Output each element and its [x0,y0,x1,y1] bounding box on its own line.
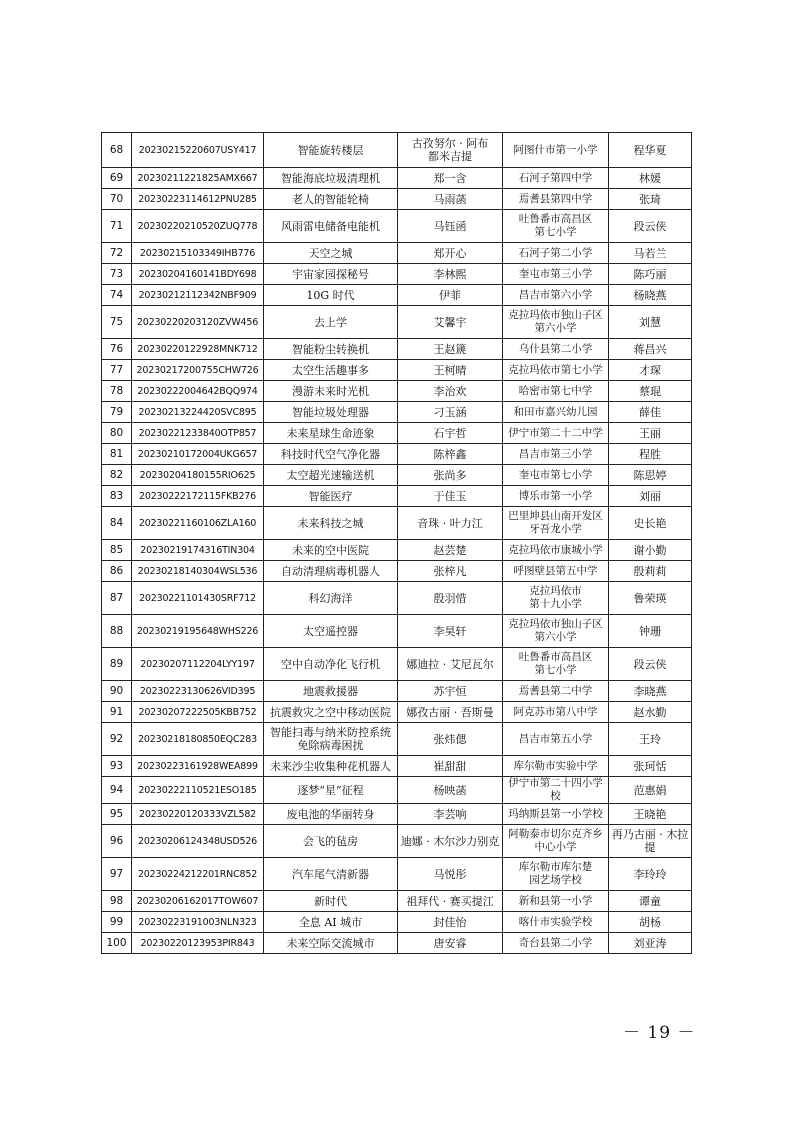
entry-number: 68 [102,133,132,168]
teacher-name: 王玲 [609,723,692,756]
work-title: 全息 AI 城市 [264,912,398,933]
table-row [102,423,692,444]
entry-code: 20230221233840OTP857 [132,423,264,444]
teacher-name: 刘丽 [609,486,692,507]
entry-number: 75 [102,306,132,339]
work-title: 抗震救灾之空中移动医院 [264,702,398,723]
student-name: 李治欢 [398,381,503,402]
work-title: 自动清理病毒机器人 [264,561,398,582]
entry-number: 84 [102,507,132,540]
work-title: 地震救援器 [264,681,398,702]
table-row [102,756,692,777]
entry-number: 78 [102,381,132,402]
school-name: 博乐市第一小学 [503,486,609,507]
student-name: 迪娜 · 木尔沙力别克 [398,825,503,858]
entry-code: 20230222172115FKB276 [132,486,264,507]
student-name: 古孜努尔 · 阿布 都米吉提 [398,133,503,168]
student-name: 陈梓鑫 [398,444,503,465]
school-name: 玛纳斯县第一小学校 [503,804,609,825]
entry-code: 20230212112342NBF909 [132,285,264,306]
entry-number: 71 [102,210,132,243]
student-name: 封佳怡 [398,912,503,933]
school-name: 克拉玛依市第七小学 [503,360,609,381]
student-name: 李昊轩 [398,615,503,648]
teacher-name: 段云侠 [609,648,692,681]
school-name: 呼图壁县第五中学 [503,561,609,582]
entry-number: 70 [102,189,132,210]
school-name: 阿勒泰市切尔克齐乡 中心小学 [503,825,609,858]
school-name: 吐鲁番市高昌区 第七小学 [503,210,609,243]
school-name: 克拉玛依市独山子区 第六小学 [503,615,609,648]
table-row [102,168,692,189]
school-name: 奎屯市第三小学 [503,264,609,285]
entry-number: 72 [102,243,132,264]
student-name: 王赵篪 [398,339,503,360]
entry-code: 20230220203120ZVW456 [132,306,264,339]
work-title: 太空超光速输送机 [264,465,398,486]
entry-number: 85 [102,540,132,561]
student-name: 张梓凡 [398,561,503,582]
teacher-name: 刘亚涛 [609,933,692,954]
work-title: 漫游未来时光机 [264,381,398,402]
teacher-name: 范惠娟 [609,777,692,804]
student-name: 石宇哲 [398,423,503,444]
work-title: 宇宙家园探秘号 [264,264,398,285]
entry-code: 20230222110521ESO185 [132,777,264,804]
entry-code: 20230213224420SVC895 [132,402,264,423]
table-row [102,615,692,648]
entry-code: 20230211221825AMX667 [132,168,264,189]
student-name: 殷羽惜 [398,582,503,615]
entry-code: 20230221160106ZLA160 [132,507,264,540]
table-row [102,189,692,210]
table-row [102,444,692,465]
table-row [102,933,692,954]
entry-code: 20230219195648WHS226 [132,615,264,648]
student-name: 音珠 · 叶力江 [398,507,503,540]
entry-number: 80 [102,423,132,444]
table-row [102,486,692,507]
student-name: 娜孜古丽 · 吾斯曼 [398,702,503,723]
entry-number: 83 [102,486,132,507]
student-name: 祖拜代 · 赛买提江 [398,891,503,912]
table-row [102,777,692,804]
entry-code: 20230207112204LYY197 [132,648,264,681]
entry-number: 100 [102,933,132,954]
results-table [101,132,692,954]
teacher-name: 史长艳 [609,507,692,540]
work-title: 未来科技之城 [264,507,398,540]
school-name: 昌吉市第五小学 [503,723,609,756]
table-row [102,264,692,285]
teacher-name: 张琦 [609,189,692,210]
teacher-name: 程胜 [609,444,692,465]
entry-number: 76 [102,339,132,360]
school-name: 库尔勒市库尔楚 园艺场学校 [503,858,609,891]
student-name: 苏宇恒 [398,681,503,702]
student-name: 刁玉涵 [398,402,503,423]
student-name: 马悦彤 [398,858,503,891]
student-name: 李芸响 [398,804,503,825]
entry-number: 98 [102,891,132,912]
teacher-name: 蒋昌兴 [609,339,692,360]
entry-code: 20230207222505KBB752 [132,702,264,723]
work-title: 未来沙尘收集种花机器人 [264,756,398,777]
table-row [102,381,692,402]
student-name: 杨映菡 [398,777,503,804]
entry-number: 96 [102,825,132,858]
teacher-name: 李晓燕 [609,681,692,702]
entry-code: 20230221101430SRF712 [132,582,264,615]
table-row [102,648,692,681]
teacher-name: 陈巧丽 [609,264,692,285]
entry-number: 97 [102,858,132,891]
table-row [102,306,692,339]
table-row [102,723,692,756]
work-title: 废电池的华丽转身 [264,804,398,825]
entry-number: 94 [102,777,132,804]
work-title: 智能医疗 [264,486,398,507]
entry-number: 74 [102,285,132,306]
school-name: 库尔勒市实验中学 [503,756,609,777]
table-row [102,465,692,486]
school-name: 昌吉市第三小学 [503,444,609,465]
entry-code: 20230217200755CHW726 [132,360,264,381]
student-name: 艾馨宇 [398,306,503,339]
school-name: 石河子第二小学 [503,243,609,264]
entry-number: 89 [102,648,132,681]
results-table-body [102,133,692,954]
entry-number: 73 [102,264,132,285]
teacher-name: 段云侠 [609,210,692,243]
entry-code: 20230204160141BDY698 [132,264,264,285]
student-name: 于佳玉 [398,486,503,507]
school-name: 乌什县第二小学 [503,339,609,360]
teacher-name: 李玲玲 [609,858,692,891]
entry-code: 20230206124348USD526 [132,825,264,858]
table-row [102,561,692,582]
work-title: 智能扫毒与纳米防控系统 免除病毒困扰 [264,723,398,756]
table-row [102,540,692,561]
table-row [102,804,692,825]
entry-number: 90 [102,681,132,702]
entry-code: 20230223191003NLN323 [132,912,264,933]
entry-number: 95 [102,804,132,825]
table-row [102,133,692,168]
entry-code: 20230218180850EQC283 [132,723,264,756]
work-title: 智能粉尘转换机 [264,339,398,360]
school-name: 阿克苏市第八中学 [503,702,609,723]
entry-code: 20230206162017TOW607 [132,891,264,912]
work-title: 老人的智能轮椅 [264,189,398,210]
teacher-name: 赵水勤 [609,702,692,723]
work-title: 科技时代空气净化器 [264,444,398,465]
work-title: 去上学 [264,306,398,339]
work-title: 未来空际交流城市 [264,933,398,954]
teacher-name: 才琛 [609,360,692,381]
entry-code: 20230220122928MNK712 [132,339,264,360]
teacher-name: 林媛 [609,168,692,189]
entry-code: 20230223161928WEA899 [132,756,264,777]
teacher-name: 鲁荣瑛 [609,582,692,615]
entry-number: 93 [102,756,132,777]
entry-code: 20230223130626VID395 [132,681,264,702]
school-name: 焉耆县第二中学 [503,681,609,702]
teacher-name: 杨晓燕 [609,285,692,306]
table-row [102,582,692,615]
table-row [102,210,692,243]
teacher-name: 钟珊 [609,615,692,648]
teacher-name: 马若兰 [609,243,692,264]
table-row [102,891,692,912]
entry-number: 79 [102,402,132,423]
entry-number: 82 [102,465,132,486]
table-row [102,402,692,423]
work-title: 未来星球生命迹象 [264,423,398,444]
school-name: 克拉玛依市 第十九小学 [503,582,609,615]
entry-code: 20230210172004UKG657 [132,444,264,465]
school-name: 和田市嘉兴幼儿园 [503,402,609,423]
table-row [102,858,692,891]
table-row [102,681,692,702]
school-name: 哈密市第七中学 [503,381,609,402]
table-row [102,360,692,381]
entry-code: 20230204180155RIO625 [132,465,264,486]
student-name: 马雨菡 [398,189,503,210]
entry-number: 99 [102,912,132,933]
entry-number: 86 [102,561,132,582]
teacher-name: 王晓艳 [609,804,692,825]
table-row [102,285,692,306]
school-name: 伊宁市第二十二中学 [503,423,609,444]
student-name: 王柯晴 [398,360,503,381]
entry-number: 77 [102,360,132,381]
work-title: 空中自动净化飞行机 [264,648,398,681]
student-name: 马钰函 [398,210,503,243]
student-name: 郑开心 [398,243,503,264]
student-name: 赵芸楚 [398,540,503,561]
teacher-name: 殷莉莉 [609,561,692,582]
page-number: － 19 － [623,1023,696,1043]
entry-code: 20230219174316TIN304 [132,540,264,561]
teacher-name: 谢小勤 [609,540,692,561]
teacher-name: 薛佳 [609,402,692,423]
school-name: 吐鲁番市高昌区 第七小学 [503,648,609,681]
entry-code: 20230222004642BQQ974 [132,381,264,402]
student-name: 李林熙 [398,264,503,285]
student-name: 张尚多 [398,465,503,486]
work-title: 会飞的毡房 [264,825,398,858]
teacher-name: 王丽 [609,423,692,444]
teacher-name: 程华夏 [609,133,692,168]
work-title: 汽车尾气清新器 [264,858,398,891]
table-row [102,702,692,723]
work-title: 太空生活趣事多 [264,360,398,381]
entry-code: 20230224212201RNC852 [132,858,264,891]
school-name: 奎屯市第七小学 [503,465,609,486]
entry-number: 81 [102,444,132,465]
school-name: 昌吉市第六小学 [503,285,609,306]
entry-code: 20230215220607USY417 [132,133,264,168]
school-name: 阿图什市第一小学 [503,133,609,168]
student-name: 伊菲 [398,285,503,306]
student-name: 娜迪拉 · 艾尼瓦尔 [398,648,503,681]
work-title: 智能旋转楼层 [264,133,398,168]
entry-code: 20230218140304WSL536 [132,561,264,582]
school-name: 伊宁市第二十四小学校 [503,777,609,804]
entry-number: 69 [102,168,132,189]
school-name: 新和县第一小学 [503,891,609,912]
school-name: 石河子第四中学 [503,168,609,189]
work-title: 智能垃圾处理器 [264,402,398,423]
entry-number: 92 [102,723,132,756]
work-title: 智能海底垃圾清理机 [264,168,398,189]
entry-code: 20230220210520ZUQ778 [132,210,264,243]
table-row [102,339,692,360]
work-title: 逐梦“星”征程 [264,777,398,804]
student-name: 唐安睿 [398,933,503,954]
work-title: 风雨雷电储备电能机 [264,210,398,243]
entry-code: 20230223114612PNU285 [132,189,264,210]
student-name: 崔甜甜 [398,756,503,777]
student-name: 郑一含 [398,168,503,189]
entry-number: 87 [102,582,132,615]
table-row [102,243,692,264]
entry-code: 20230215103349IHB776 [132,243,264,264]
school-name: 奇台县第二小学 [503,933,609,954]
student-name: 张炜偲 [398,723,503,756]
teacher-name: 蔡琨 [609,381,692,402]
work-title: 太空遥控器 [264,615,398,648]
school-name: 巴里坤县山南开发区 牙吾龙小学 [503,507,609,540]
teacher-name: 刘慧 [609,306,692,339]
teacher-name: 胡杨 [609,912,692,933]
entry-number: 88 [102,615,132,648]
table-row [102,912,692,933]
work-title: 科幻海洋 [264,582,398,615]
school-name: 喀什市实验学校 [503,912,609,933]
work-title: 新时代 [264,891,398,912]
school-name: 克拉玛依市康城小学 [503,540,609,561]
work-title: 10G 时代 [264,285,398,306]
entry-number: 91 [102,702,132,723]
entry-code: 20230220123953PIR843 [132,933,264,954]
teacher-name: 张珂恬 [609,756,692,777]
teacher-name: 陈思婷 [609,465,692,486]
table-row [102,825,692,858]
teacher-name: 再乃古丽 · 木拉提 [609,825,692,858]
entry-code: 20230220120333VZL582 [132,804,264,825]
teacher-name: 谭童 [609,891,692,912]
work-title: 未来的空中医院 [264,540,398,561]
table-row [102,507,692,540]
school-name: 焉耆县第四中学 [503,189,609,210]
work-title: 天空之城 [264,243,398,264]
school-name: 克拉玛依市独山子区 第六小学 [503,306,609,339]
